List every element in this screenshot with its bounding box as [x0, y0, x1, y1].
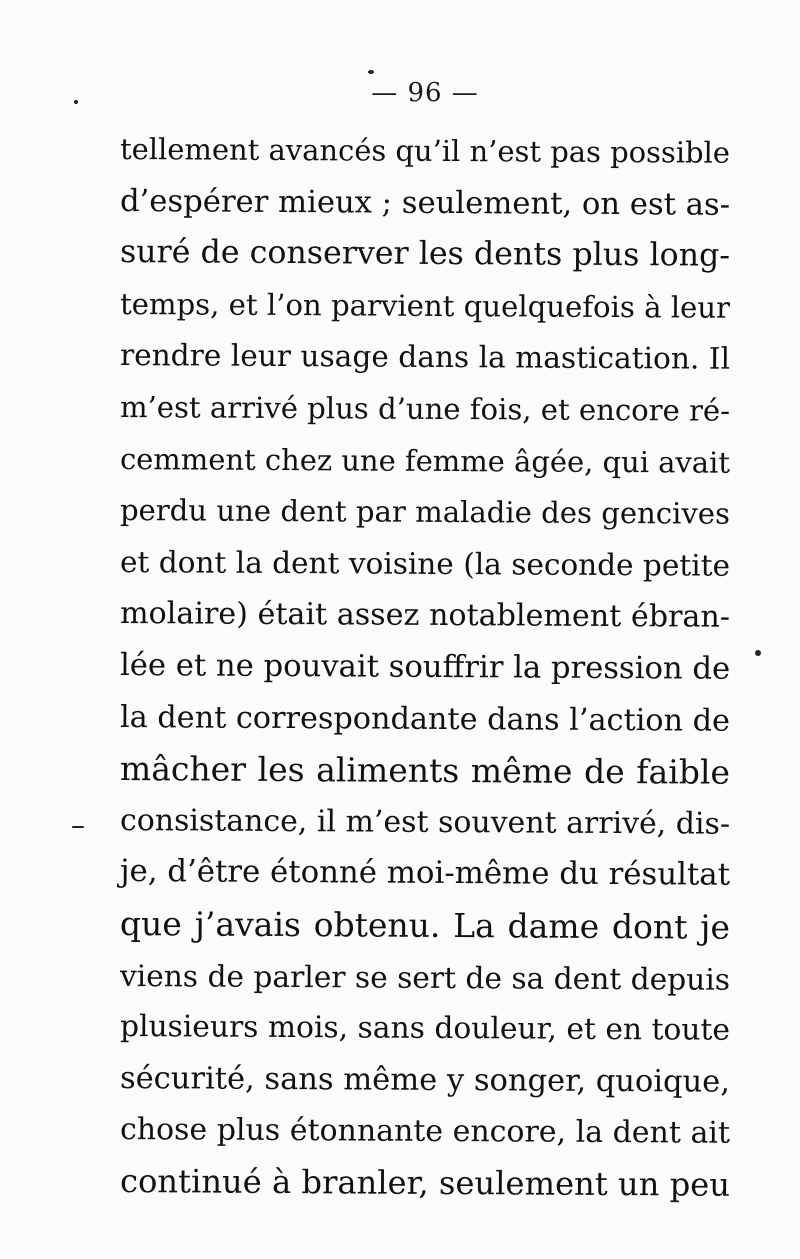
- text-line: chose plus étonnante encore, la dent ait: [119, 1112, 731, 1152]
- text-line: d’espérer mieux ; seulement, on est as-: [119, 183, 731, 223]
- text-line: lée et ne pouvait souffrir la pression de: [119, 647, 731, 687]
- text-line: sécurité, sans même y songer, quoique,: [119, 1060, 731, 1100]
- text-line: la dent correspondante dans l’action de: [119, 699, 731, 739]
- text-line: mâcher les aliments même de faible: [119, 749, 731, 792]
- page-number: — 96 —: [371, 78, 479, 108]
- text-line: je, d’être étonné moi-même du résultat: [119, 853, 731, 894]
- text-line: continué à branler, seulement un peu: [119, 1161, 731, 1204]
- text-line: m’est arrivé plus d’une fois, et encore ré-: [119, 389, 731, 428]
- text-line: consistance, il m’est souvent arrivé, dis-: [119, 802, 731, 842]
- text-line: suré de conserver les dents plus long-: [119, 234, 731, 274]
- ink-speck: [72, 826, 84, 828]
- text-line: tellement avancés qu’il n’est pas possible: [119, 132, 731, 170]
- text-line: molaire) était assez notablement ébran-: [119, 596, 731, 636]
- text-line: perdu une dent par maladie des gencives: [119, 493, 731, 531]
- text-line: temps, et l’on parvient quelquefois à leur: [119, 286, 731, 325]
- ink-speck: [755, 650, 761, 656]
- text-line: plusieurs mois, sans douleur, et en toute: [119, 1009, 731, 1048]
- text-line: rendre leur usage dans la mastication. Il: [119, 338, 731, 377]
- text-line: que j’avais obtenu. La dame dont je: [119, 903, 731, 947]
- text-line: et dont la dent voisine (la seconde petite: [119, 544, 731, 583]
- text-line: cemment chez une femme âgée, qui avait: [119, 441, 731, 480]
- body-text: [120, 124, 730, 1207]
- text-line: viens de parler se sert de sa dent depuis: [119, 957, 731, 997]
- ink-speck: [368, 70, 374, 74]
